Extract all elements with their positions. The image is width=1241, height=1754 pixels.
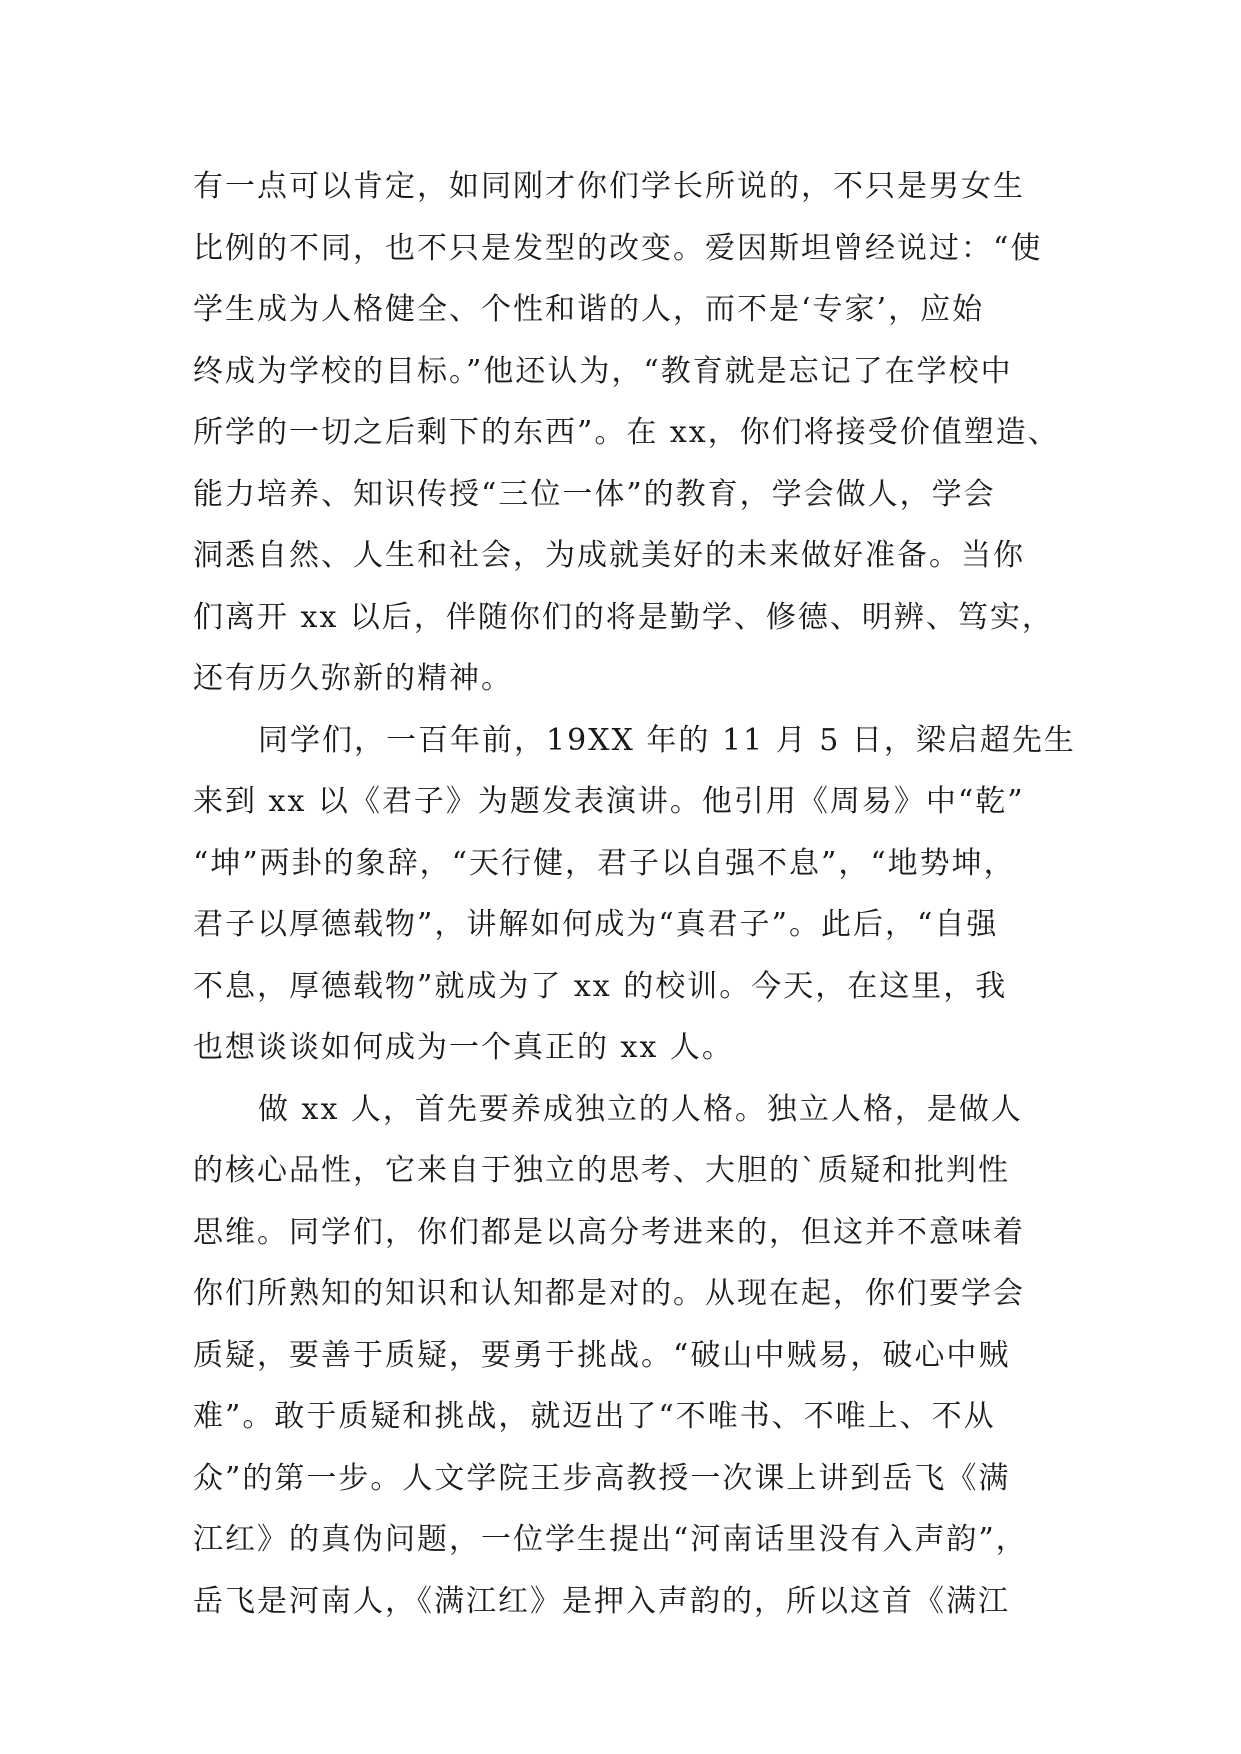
text-line: 众”的第一步。人文学院王步高教授一次课上讲到岳飞《满 [193, 1460, 1011, 1496]
text-line: 江红》的真伪问题，一位学生提出“河南话里没有入声韵”， [193, 1522, 1028, 1557]
text-line: 学生成为人格健全、个性和谐的人，而不是‘专家’，应始 [193, 292, 985, 327]
text-line: “坤”两卦的象辞，“天行健，君子以自强不息”，“地势坤， [193, 845, 1016, 881]
text-line: 难”。敢于质疑和挑战，就迈出了“不唯书、不唯上、不从 [193, 1399, 996, 1434]
text-line: 所学的一切之后剩下的东西”。在 xx，你们将接受价值塑造、 [193, 415, 1060, 450]
text-line: 的核心品性，它来自于独立的思考、大胆的`质疑和批判性 [193, 1153, 1010, 1188]
paragraph-first-line: 做 xx 人，首先要养成独立的人格。独立人格，是做人 [258, 1091, 1023, 1127]
text-line: 不息，厚德载物”就成为了 xx 的校训。今天，在这里，我 [193, 968, 1008, 1004]
text-line: 岳飞是河南人，《满江红》是押入声韵的，所以这首《满江 [193, 1583, 1010, 1619]
text-line: 有一点可以肯定，如同刚才你们学长所说的，不只是男女生 [193, 169, 1025, 204]
text-line: 们离开 xx 以后，伴随你们的将是勤学、修德、明辨、笃实， [193, 599, 1054, 635]
text-line: 洞悉自然、人生和社会，为成就美好的未来做好准备。当你 [193, 538, 1025, 573]
paragraph-first-line: 同学们，一百年前，19XX 年的 11 月 5 日，梁启超先生 [258, 722, 1076, 758]
text-line: 你们所熟知的知识和认知都是对的。从现在起，你们要学会 [193, 1276, 1025, 1311]
text-line: 思维。同学们，你们都是以高分考进来的，但这并不意味着 [193, 1214, 1025, 1250]
text-line: 比例的不同，也不只是发型的改变。爱因斯坦曾经说过：“使 [193, 230, 1043, 266]
text-line: 君子以厚德载物”，讲解如何成为“真君子”。此后，“自强 [193, 907, 999, 942]
body-text [193, 156, 1076, 1632]
text-line: 来到 xx 以《君子》为题发表演讲。他引用《周易》中“乾” [193, 784, 1025, 819]
text-line: 终成为学校的目标。”他还认为，“教育就是忘记了在学校中 [193, 353, 1013, 389]
text-line: 质疑，要善于质疑，要勇于挑战。“破山中贼易，破心中贼 [193, 1337, 1011, 1373]
text-line: 也想谈谈如何成为一个真正的 xx 人。 [193, 1030, 734, 1065]
text-line: 还有历久弥新的精神。 [193, 661, 513, 696]
text-line: 能力培养、知识传授“三位一体”的教育，学会做人，学会 [193, 476, 996, 512]
